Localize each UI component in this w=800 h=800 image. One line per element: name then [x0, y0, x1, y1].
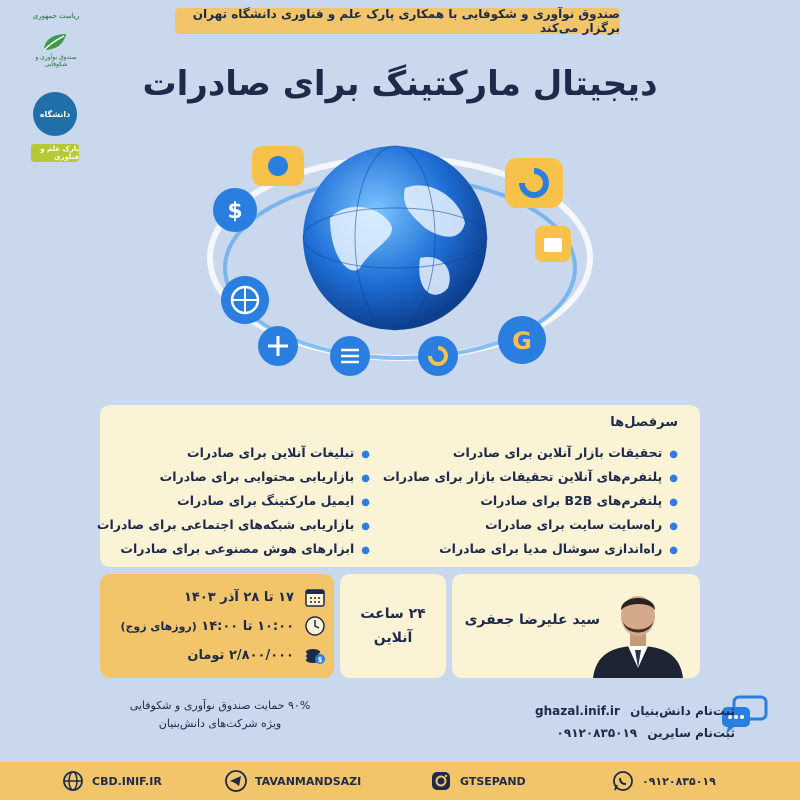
top-banner: صندوق نوآوری و شکوفایی با همکاری پارک علم و فناوری دانشگاه تهران برگزار می‌کند — [175, 8, 620, 34]
registration-link[interactable]: ghazal.inif.ir — [535, 704, 620, 718]
list-item: ●راه‌اندازی سوشال مدیا برای صادرات — [439, 541, 678, 556]
logo-text: ریاست جمهوری — [32, 12, 80, 20]
university-tehran-logo: دانشگاه — [33, 92, 77, 136]
registration-kb: ثبت‌نام دانش‌بنیان ghazal.inif.ir — [535, 704, 735, 718]
svg-text:G: G — [512, 327, 532, 355]
web-icon — [62, 770, 84, 792]
footer-instagram[interactable]: GTSEPAND — [430, 762, 526, 800]
footer-whatsapp[interactable]: ۰۹۱۲۰۸۳۵۰۱۹ — [612, 762, 716, 800]
list-item: ●تحقیقات بازار آنلاین برای صادرات — [452, 445, 678, 460]
svg-text:$: $ — [317, 656, 323, 664]
support-note — [110, 697, 330, 733]
time-row — [120, 613, 326, 639]
list-item: ●راه‌سایت سایت برای صادرات — [485, 517, 678, 532]
leaf-icon — [40, 30, 70, 54]
mode-text: آنلاین — [373, 630, 413, 646]
document-icon — [330, 336, 370, 376]
support-line: ویژه شرکت‌های دانش‌بنیان — [158, 717, 282, 730]
instructor-card — [452, 574, 700, 678]
page-title: دیجیتال مارکتینگ برای صادرات — [142, 64, 658, 104]
topics-box — [96, 405, 700, 567]
footer-bar — [0, 762, 800, 800]
footer-website[interactable]: CBD.INIF.IR — [62, 762, 162, 800]
chat-bubble-icon — [252, 146, 304, 186]
sync-icon — [418, 336, 458, 376]
svg-text:$: $ — [227, 199, 243, 224]
globe-illustration — [190, 128, 610, 388]
topics-list-right — [383, 441, 678, 561]
list-item: ●پلتفرم‌های B2B برای صادرات — [480, 493, 678, 508]
price-text: ۲/۸۰۰/۰۰۰ تومان — [187, 647, 294, 663]
list-item: ●ابزارهای هوش مصنوعی برای صادرات — [120, 541, 370, 556]
instructor-name: سید علیرضا جعفری — [464, 612, 600, 628]
duration-card — [340, 574, 446, 678]
partner-logos — [30, 12, 80, 162]
whatsapp-icon — [612, 770, 634, 792]
coins-icon — [304, 644, 326, 666]
time-text: ۱۰:۰۰ تا ۱۴:۰۰ (روزهای زوج) — [120, 618, 294, 634]
briefcase-icon — [535, 226, 571, 262]
globe-small-icon — [221, 276, 269, 324]
support-line: ۹۰% حمایت صندوق نوآوری و شکوفایی — [129, 699, 311, 712]
instagram-icon — [430, 770, 452, 792]
dollar-icon — [213, 188, 257, 232]
footer-telegram[interactable]: TAVANMANDSAZI — [225, 762, 361, 800]
list-item: ●بازاریابی شبکه‌های اجتماعی برای صادرات — [96, 517, 370, 532]
date-row — [184, 584, 326, 610]
list-item: ●پلتفرم‌های آنلاین تحقیقات بازار برای صادرات — [382, 469, 678, 484]
duration-text: ۲۴ ساعت — [360, 606, 426, 622]
calendar-icon — [304, 586, 326, 608]
list-item: ●تبلیغات آنلاین برای صادرات — [187, 445, 370, 460]
clock-icon — [304, 615, 326, 637]
topics-heading: سرفصل‌ها — [610, 415, 678, 430]
price-row — [187, 642, 326, 668]
instructor-photo — [588, 576, 688, 678]
topics-list-left — [97, 441, 370, 561]
telegram-icon — [225, 770, 247, 792]
compass-icon — [258, 326, 298, 366]
date-text: ۱۷ تا ۲۸ آذر ۱۴۰۳ — [184, 589, 294, 605]
science-park-logo: پارک علم و فناوری — [31, 144, 79, 162]
logo-text: صندوق نوآوری و شکوفایی — [35, 54, 77, 68]
registration-info — [505, 700, 735, 744]
registration-phone[interactable]: ۰۹۱۲۰۸۳۵۰۱۹ — [556, 726, 638, 740]
refresh-icon — [505, 158, 563, 208]
list-item: ●بازاریابی محتوایی برای صادرات — [159, 469, 370, 484]
list-item: ●ایمیل مارکتینگ برای صادرات — [177, 493, 370, 508]
registration-other: ثبت‌نام سایرین ۰۹۱۲۰۸۳۵۰۱۹ — [556, 726, 735, 740]
schedule-card — [100, 574, 334, 678]
google-icon — [498, 316, 546, 364]
innovation-fund-logo — [32, 12, 80, 84]
